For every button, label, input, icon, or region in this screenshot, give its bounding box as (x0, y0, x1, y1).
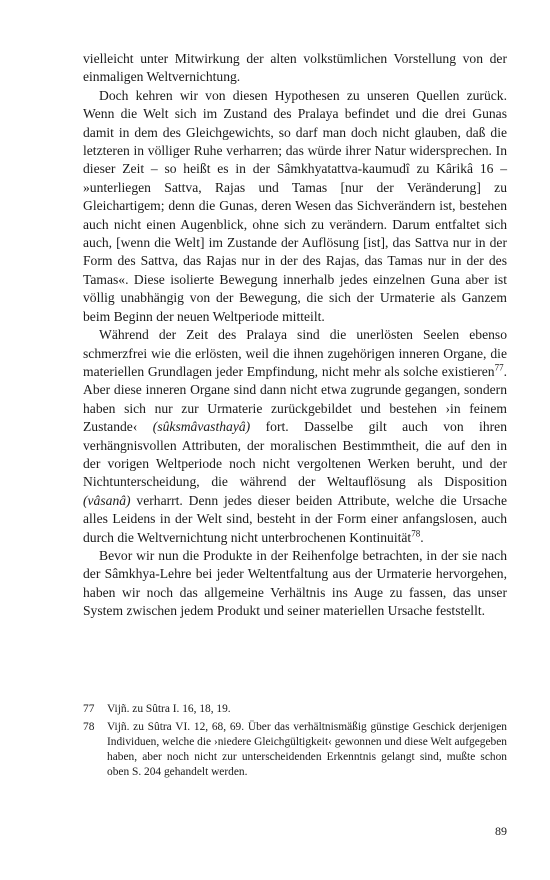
footnote-ref-78: 78 (411, 528, 421, 539)
footnotes (83, 702, 507, 783)
paragraph-1: vielleicht unter Mitwirkung der alten volkstümlichen Vorstellung von der einmaligen Weltvernichtung. (83, 51, 507, 85)
paragraph-3-text-2: . Aber diese inneren Organe sind dann nicht etwa zugrunde gegangen, sondern haben sich nur zur Urmaterie zurückgebildet und bestehen ›in feinem Zustande‹ (83, 363, 507, 435)
sanskrit-term-suksmavasthaya: (sûksmâvasthayâ) (152, 419, 251, 435)
paragraph-3-text-4: verharrt. Denn jedes dieser beiden Attribute, welche die Ursache alles Leidens in der Welt sind, besteht in der Form einer anfangslosen, auch durch die Weltvernichtung nicht unterbrochenen Kontinuität (83, 492, 507, 545)
footnote-number: 78 (83, 721, 95, 733)
paragraph-3-text-1: Während der Zeit des Pralaya sind die unerlösten Seelen ebenso schmerzfrei wie die erlösten, weil die ihnen zugehörigen inneren Organe, die materiellen Grundlagen jeder Empfindung, nicht mehr als solche existieren (83, 327, 507, 379)
paragraph-3 (83, 326, 507, 547)
footnote-text: Vijñ. zu Sûtra I. 16, 18, 19. (107, 703, 231, 715)
footnote-77 (83, 702, 507, 717)
page-number: 89 (495, 824, 507, 838)
footnote-text: Vijñ. zu Sûtra VI. 12, 68, 69. Über das verhältnismäßig günstige Geschick derjenigen Individuen, welche die ›niedere Gleichgültigkeit‹ gewonnen und diese Welt aufgegeben haben, aber noch nicht zur unterscheidenden Erkenntnis gelangt sind, mußte schon oben S. 204 gehandelt werden. (107, 721, 507, 778)
paragraph-3-text-3: fort. Dasselbe gilt auch von ihren verhängnisvollen Attributen, der moralischen Bestimmtheit, die auf den in der vorigen Weltperiode noch nicht vergoltenen Werken beruht, und der Nichtunterscheidung, die während der Weltauflösung als Disposition (83, 419, 507, 490)
footnote-78 (83, 720, 507, 780)
sanskrit-term-vasana: (vâsanâ) (83, 492, 131, 508)
paragraph-3-text-5: . (420, 529, 424, 545)
main-text (83, 50, 507, 621)
paragraph-4: Bevor wir nun die Produkte in der Reihenfolge betrachten, in der sie nach der Sâmkhya-Lehre bei jeder Weltentfaltung aus der Urmaterie hervorgehen, haben wir noch das allgemeine Verhältnis ins Auge zu fassen, das unser System zwischen jedem Produkt und seiner materiellen Ursache feststellt. (83, 547, 507, 619)
paragraph-2: Doch kehren wir von diesen Hypothesen zu unseren Quellen zurück. Wenn die Welt sich im Zustand des Pralaya befindet und die drei Gunas damit in dem des Gleichgewichts, so darf man doch nicht glauben, daß die letzteren in völliger Ruhe verharren; das würde ihrer Natur widersprechen. In dieser Zeit – so heißt es in der Sâmkhyatattva-kaumudî zu Kârikâ 16 – »unterliegen Sattva, Rajas und Tamas [nur der Veränderung] zu Gleichartigem; denn die Gunas, deren Wesen das Sichverändern ist, bestehen auch nicht einen Augenblick, ohne sich zu verändern. Darum entfaltet sich auch, [wenn die Welt] im Zustande der Auflösung [ist], das Sattva nur in der Form des Sattva, das Rajas nur in der des Rajas, das Tamas nur in der des Tamas«. Diese isolierte Bewegung innerhalb jedes einzelnen Guna aber ist völlig unabhängig von der Bewegung, die sich der Urmaterie als Ganzem beim Beginn der neuen Weltperiode mitteilt. (83, 87, 507, 324)
footnote-ref-77: 77 (494, 362, 504, 373)
footnote-number: 77 (83, 703, 95, 715)
